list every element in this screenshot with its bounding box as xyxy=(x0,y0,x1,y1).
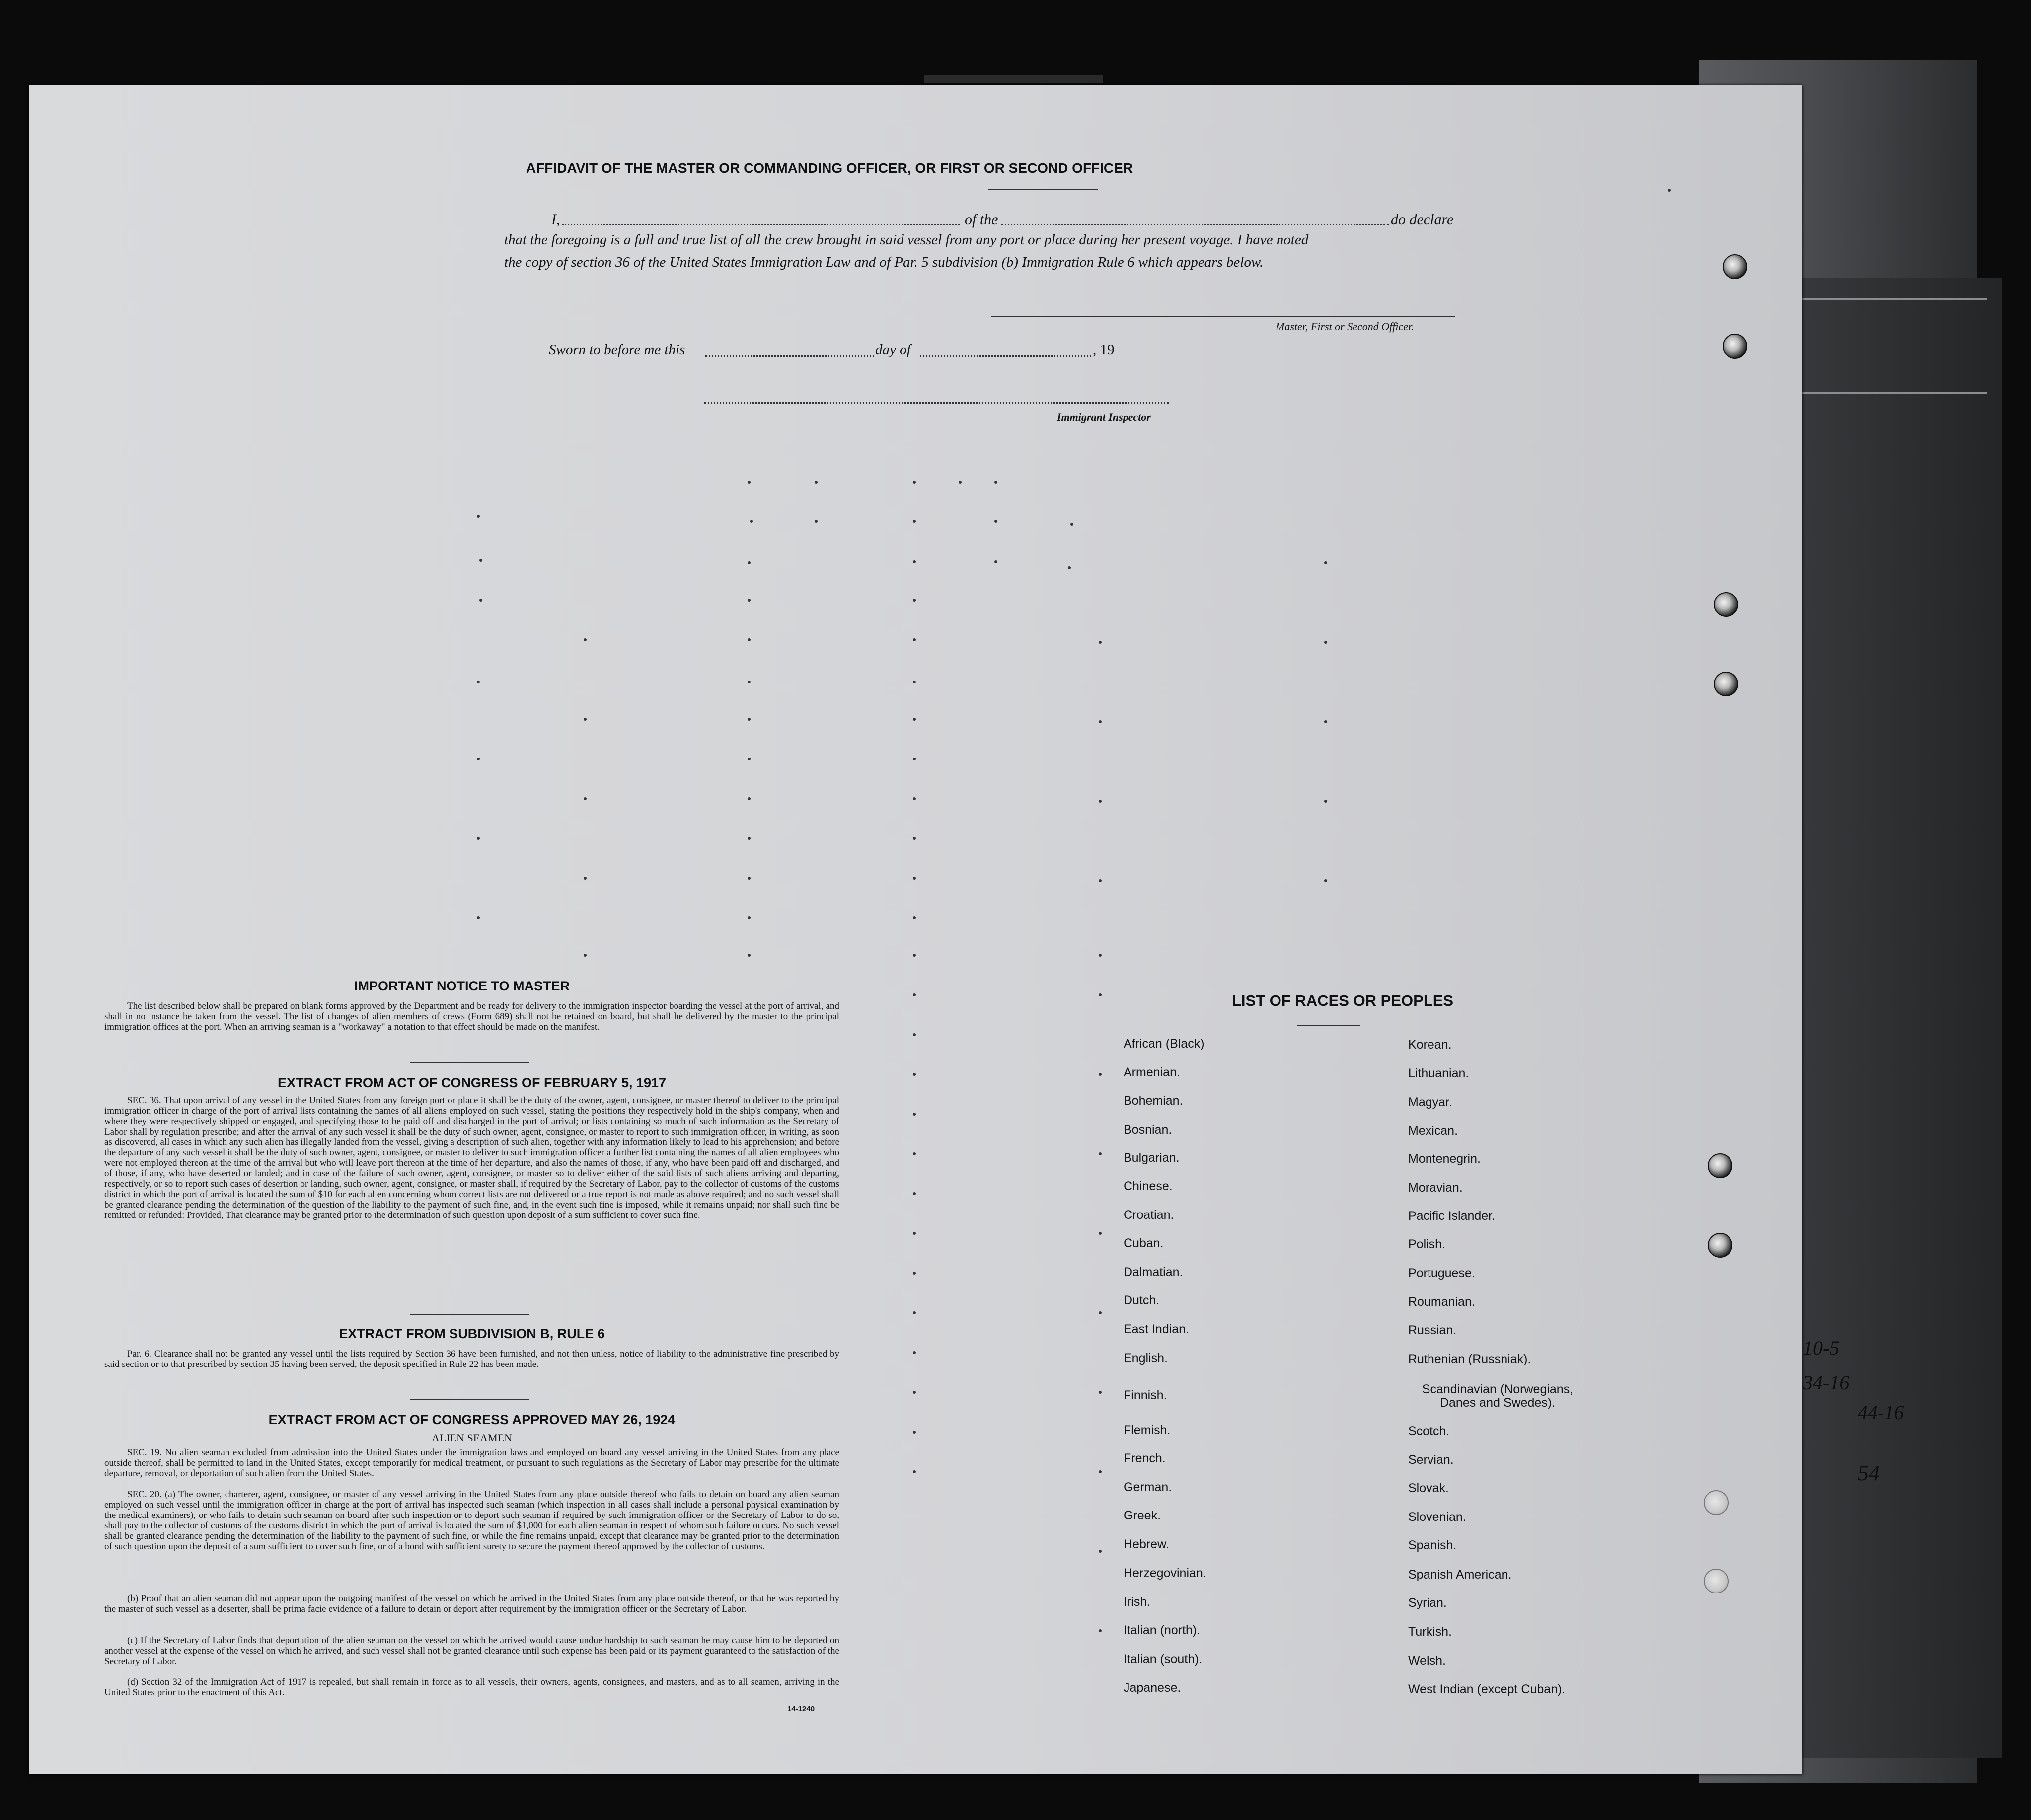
races-title-underline xyxy=(1297,1025,1360,1026)
sec-20c-text: (c) If the Secretary of Labor finds that deportation of the alien seaman on the vessel on which he arrived would cause undue hardship to such seaman he may cause him to be deported on another vessel at the expense of the vessel on which he arrived, and such vessel shall not be granted clearance until such expense has been paid or its payment guaranteed to the satisfaction of the Secretary of Labor. xyxy=(104,1635,839,1667)
sec-20d-text: (d) Section 32 of the Immigration Act of 1917 is repealed, but shall remain in force as to all vessels, their owners, agents, consignees, and masters, and as to all seamen, arriving in the United States prior to the enactment of this Act. xyxy=(104,1677,839,1698)
race-item: Welsh. xyxy=(1408,1654,1446,1668)
race-item: Pacific Islander. xyxy=(1408,1209,1496,1223)
do-declare-label: do declare xyxy=(1391,211,1454,228)
extract-1924-title: EXTRACT FROM ACT OF CONGRESS APPROVED MAY 26, 1924 xyxy=(268,1412,676,1427)
race-item: Servian. xyxy=(1408,1453,1454,1467)
year-label: , 19 xyxy=(1093,342,1115,358)
title-underline xyxy=(988,189,1098,190)
race-item: Bohemian. xyxy=(1124,1094,1183,1108)
punch-hole xyxy=(1704,1490,1729,1515)
race-item: African (Black) xyxy=(1124,1037,1204,1051)
extract-rule6-title: EXTRACT FROM SUBDIVISION B, RULE 6 xyxy=(339,1326,605,1341)
race-item: Mexican. xyxy=(1408,1124,1458,1138)
form-number: 14-1240 xyxy=(787,1705,815,1713)
race-item: Italian (north). xyxy=(1124,1623,1201,1637)
race-item: Japanese. xyxy=(1124,1681,1181,1695)
punch-hole xyxy=(1708,1153,1732,1178)
inspector-caption: Immigrant Inspector xyxy=(1057,411,1151,423)
race-item: Irish. xyxy=(1124,1595,1151,1609)
top-clip-strip xyxy=(924,75,1103,83)
race-item: Croatian. xyxy=(1124,1208,1174,1222)
race-item: Ruthenian (Russniak). xyxy=(1408,1352,1531,1366)
i-label: I, xyxy=(551,211,560,228)
affidavit-line-2: that the foregoing is a full and true list of all the crew brought in said vessel from any port or place during her present voyage. I have noted xyxy=(504,232,1309,248)
race-item: Bosnian. xyxy=(1124,1123,1172,1137)
affidavit-title: AFFIDAVIT OF THE MASTER OR COMMANDING OFFICER, OR FIRST OR SECOND OFFICER xyxy=(526,160,1133,176)
race-item: Portuguese. xyxy=(1408,1266,1475,1280)
section-divider xyxy=(410,1314,529,1315)
notice-title: IMPORTANT NOTICE TO MASTER xyxy=(354,979,570,993)
section-divider xyxy=(410,1062,529,1063)
race-item: Slovenian. xyxy=(1408,1510,1466,1524)
extract-1917-title: EXTRACT FROM ACT OF CONGRESS OF FEBRUARY 5, 1917 xyxy=(277,1075,667,1090)
section-divider xyxy=(410,1399,529,1400)
race-item: Polish. xyxy=(1408,1237,1446,1251)
race-item: Spanish American. xyxy=(1408,1568,1512,1582)
race-item: Montenegrin. xyxy=(1408,1152,1481,1166)
punch-hole xyxy=(1723,334,1747,359)
race-item: Magyar. xyxy=(1408,1095,1452,1109)
race-item: French. xyxy=(1124,1451,1166,1465)
race-item: Herzegovinian. xyxy=(1124,1566,1206,1580)
race-item: Chinese. xyxy=(1124,1179,1173,1193)
margin-note-3: 44-16 xyxy=(1858,1401,1904,1424)
sec-20b-text: (b) Proof that an alien seaman did not appear upon the outgoing manifest of the vessel on which he arrived in the United States from any place outside thereof, or that he was reported by the master of such vessel as a deserter, shall be prima facie evidence of a failure to detain or deport after requirement by the immigration officer or the Secretary of Labor. xyxy=(104,1593,839,1614)
race-item: Armenian. xyxy=(1124,1065,1180,1079)
vessel-field-line[interactable] xyxy=(1001,224,1389,225)
race-item: Dutch. xyxy=(1124,1293,1160,1307)
background-sheet-lower xyxy=(1768,278,2002,1758)
race-item: Korean. xyxy=(1408,1038,1452,1052)
race-item: Hebrew. xyxy=(1124,1537,1169,1551)
signature-line[interactable] xyxy=(991,316,1455,317)
race-item: Bulgarian. xyxy=(1124,1151,1180,1165)
punch-hole xyxy=(1704,1569,1729,1593)
race-item: Lithuanian. xyxy=(1408,1066,1469,1080)
signature-caption: Master, First or Second Officer. xyxy=(1276,320,1414,333)
punch-hole xyxy=(1708,1233,1732,1258)
day-of-label: day of xyxy=(875,342,911,358)
race-item: Turkish. xyxy=(1408,1625,1452,1639)
sworn-label: Sworn to before me this xyxy=(549,342,685,358)
name-field-line[interactable] xyxy=(562,224,960,225)
race-item: Roumanian. xyxy=(1408,1295,1475,1309)
punch-hole xyxy=(1714,592,1738,617)
race-item: West Indian (except Cuban). xyxy=(1408,1682,1566,1696)
alien-seamen-subtitle: ALIEN SEAMEN xyxy=(432,1432,512,1444)
margin-note-4: 54 xyxy=(1858,1461,1880,1485)
punch-hole xyxy=(1714,672,1738,696)
extract-1917-text: SEC. 36. That upon arrival of any vessel in the United States from any foreign port or place it shall be the duty of the owner, agent, consignee, or master thereof to deliver to the principal immigration officer in charge of the port of arrival lists containing the names of all aliens employed on such vessel, stating the positions they respectively hold in the ship's company, when and where they were respectively shipped or engaged, and specifying those to be paid off and discharged in the port of arrival; or lists containing so much of such information as the Secretary of Labor shall by regulation prescribe; and after the arrival of any such vessel it shall be the duty of such owner, agent, consignee, or master to report to such immigration officer, in writing, as soon as discovered, all cases in which any such alien has illegally landed from the vessel, giving a description of such alien, together with any information likely to lead to his apprehension; and before the departure of any such vessel it shall be the duty of such owner, agent, consignee, or master to deliver to such immigration officer a further list containing the names of all alien employees who were not employed thereon at the time of the arrival but who will leave port thereon at the time of her departure, and also the names of those, if any, who have been paid off and discharged, and of those, if any, who have deserted or landed; and in case of the failure of such owner, agent, consignee, or master so to deliver either of the said lists of such aliens arriving and departing, respectively, or so to report such cases of desertion or landing, such owner, agent, consignee, or master shall, if required by the Secretary of Labor, pay to the collector of customs of the customs district in which the port of arrival is located the sum of $10 for each alien concerning whom correct lists are not delivered or a true report is not made as above required; and no such vessel shall be granted clearance pending the determination of the question of the liability to the payment of such fine, and, in the event such fine is imposed, while it remains unpaid; nor shall such fine be remitted or refunded: Provided, That clearance may be granted prior to the determination of such question upon deposit of a sum sufficient to cover such fine. xyxy=(104,1095,839,1220)
race-item: Slovak. xyxy=(1408,1481,1449,1495)
race-item: Russian. xyxy=(1408,1323,1457,1337)
sworn-day-field-line[interactable] xyxy=(705,355,874,357)
race-item: Cuban. xyxy=(1124,1236,1164,1250)
race-item: Scotch. xyxy=(1408,1424,1450,1438)
race-item: East Indian. xyxy=(1124,1322,1190,1336)
notice-text: The list described below shall be prepared on blank forms approved by the Department and be ready for delivery to the immigration inspector boarding the vessel at the port of arrival, and shall in no instance be taken from the vessel. The list of changes of alien members of crews (Form 689) shall not be retained on board, but shall be delivered by the master to the principal immigration offices at the port. When an arriving seaman is a "workaway" a notation to that effect should be made on the manifest. xyxy=(104,1001,839,1032)
punch-hole xyxy=(1723,254,1747,279)
race-item: Moravian. xyxy=(1408,1181,1463,1195)
race-item: Syrian. xyxy=(1408,1596,1447,1610)
of-the-label: of the xyxy=(965,211,998,228)
sec-20a-text: SEC. 20. (a) The owner, charterer, agent, consignee, or master of any vessel arriving in the United States from any place outside thereof who fails to detain on board any alien seaman employed on such vessel until the immigration officer in charge at the port of arrival has inspected such seaman (which inspection in all cases shall include a personal physical examination by the medical examiners), or who fails to detain such seaman on board after such inspection or to deport such seaman if required by such immigration officer or the Secretary of Labor to do so, shall pay to the collector of customs of the customs district in which the port of arrival is located the sum of $1,000 for each alien seaman in respect of whom such failure occurs. No such vessel shall be granted clearance pending the determination of the liability to the payment of such fine, or while the fine remains unpaid, except that clearance may be granted prior to the determination of such question upon the deposit of a sum sufficient to cover such fine, or of a bond with sufficient surety to secure the payment thereof approved by the collector of customs. xyxy=(104,1489,839,1552)
race-item: Finnish. xyxy=(1124,1388,1167,1402)
race-item: Dalmatian. xyxy=(1124,1265,1183,1279)
race-item: Flemish. xyxy=(1124,1423,1171,1437)
extract-rule6-text: Par. 6. Clearance shall not be granted any vessel until the lists required by Section 36 have been furnished, and not then unless, notice of liability to the administrative fine prescribed by said section or to that prescribed by section 35 having been served, the deposit specified in Rule 22 has been made. xyxy=(104,1349,839,1369)
race-item: English. xyxy=(1124,1351,1168,1365)
margin-note-1: 10-5 xyxy=(1803,1337,1840,1359)
race-item: Italian (south). xyxy=(1124,1652,1203,1666)
race-item: Greek. xyxy=(1124,1509,1161,1522)
sec-19-text: SEC. 19. No alien seaman excluded from admission into the United States under the immigration laws and employed on board any vessel arriving in the United States from any place outside thereof, shall be permitted to land in the United States, except temporarily for medical treatment, or pursuant to such regulations as the Secretary of Labor may prescribe for the ultimate departure, removal, or deportation of such alien from the United States. xyxy=(104,1447,839,1479)
affidavit-line-3: the copy of section 36 of the United States Immigration Law and of Par. 5 subdivision (b) Immigration Rule 6 which appears below. xyxy=(504,254,1264,270)
sworn-month-field-line[interactable] xyxy=(920,355,1091,357)
races-title: LIST OF RACES OR PEOPLES xyxy=(1232,992,1454,1009)
race-item: Scandinavian (Norwegians, Danes and Swedes). xyxy=(1422,1382,1574,1410)
inspector-signature-line[interactable] xyxy=(704,402,1169,404)
margin-note-2: 34-16 xyxy=(1803,1371,1850,1394)
race-item: German. xyxy=(1124,1480,1172,1494)
race-item: Spanish. xyxy=(1408,1538,1457,1552)
